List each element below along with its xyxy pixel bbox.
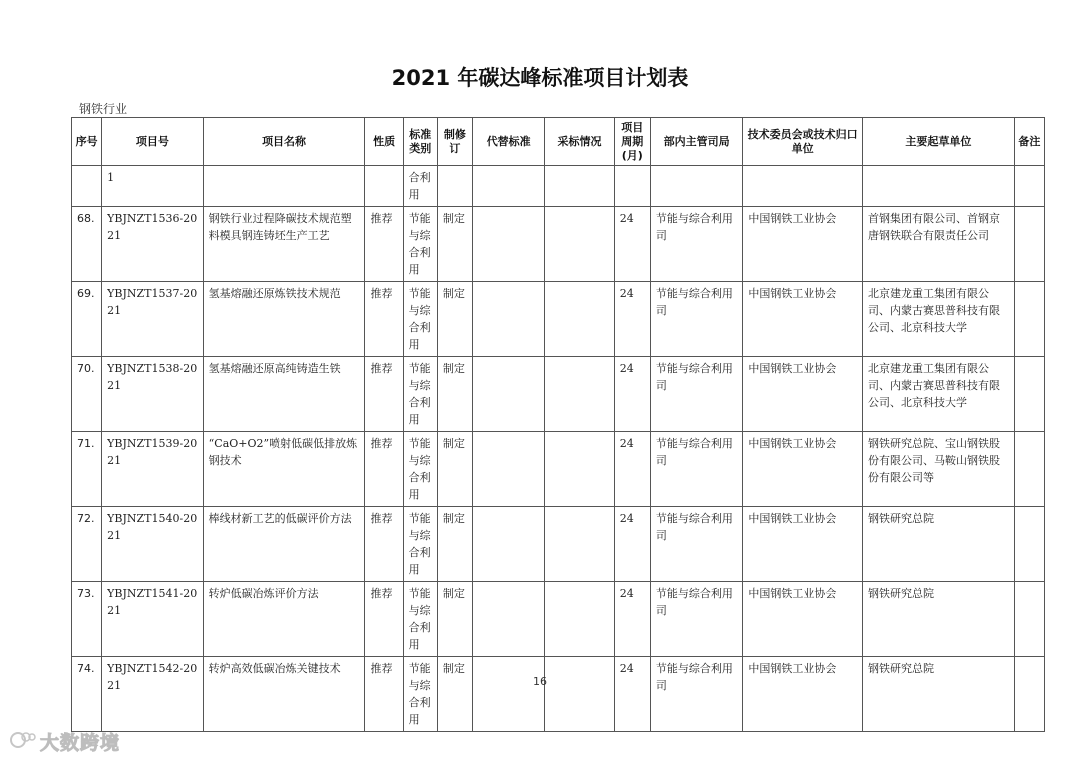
cell-remarks (1014, 357, 1044, 432)
cell-committee: 中国钢铁工业协会 (743, 507, 863, 582)
cell-drafters: 钢铁研究总院 (862, 582, 1014, 657)
cell-adoption (545, 282, 614, 357)
cell-replaces (473, 282, 545, 357)
cell-std-category: 节能与综合利用 (403, 282, 437, 357)
cell-period: 24 (614, 282, 650, 357)
cell-drafters: 钢铁研究总院、宝山钢铁股份有限公司、马鞍山钢铁股份有限公司等 (862, 432, 1014, 507)
standards-table (71, 117, 1045, 732)
watermark-logo-icon (10, 729, 36, 755)
sector-label: 钢铁行业 (79, 102, 128, 116)
cell-project-name: 氢基熔融还原炼铁技术规范 (203, 282, 365, 357)
watermark-text: 大数跨境 (40, 732, 121, 754)
cell-drafters: 首钢集团有限公司、首钢京唐钢铁联合有限责任公司 (862, 207, 1014, 282)
cell-ministry: 节能与综合利用司 (650, 282, 742, 357)
page-title: 2021 年碳达峰标准项目计划表 (391, 66, 689, 90)
cell-project-name: 转炉低碳冶炼评价方法 (203, 582, 365, 657)
cell-remarks (1014, 282, 1044, 357)
cell-project-no: YBJNZT1536-2021 (102, 207, 204, 282)
cell-std-category: 节能与综合利用 (403, 432, 437, 507)
cell-nature: 推荐 (365, 207, 403, 282)
cell-committee: 中国钢铁工业协会 (743, 282, 863, 357)
cell-revision: 制定 (437, 357, 472, 432)
cell-ministry: 节能与综合利用司 (650, 207, 742, 282)
cell-seq: 71. (72, 432, 102, 507)
header-period: 项目周期(月) (614, 118, 650, 166)
cell-remarks (1014, 207, 1044, 282)
cell-std-category: 节能与综合利用 (403, 357, 437, 432)
cell-revision: 制定 (437, 507, 472, 582)
header-nature: 性质 (365, 118, 403, 166)
cell-committee: 中国钢铁工业协会 (743, 582, 863, 657)
cell-seq: 73. (72, 582, 102, 657)
cell-drafters: 北京建龙重工集团有限公司、内蒙古赛思普科技有限公司、北京科技大学 (862, 357, 1014, 432)
cell-adoption (545, 657, 614, 732)
cell-nature: 推荐 (365, 657, 403, 732)
table-row (72, 507, 1045, 582)
header-std-category: 标准类别 (403, 118, 437, 166)
cell-adoption (545, 507, 614, 582)
cell-ministry: 节能与综合利用司 (650, 432, 742, 507)
cell-period: 24 (614, 207, 650, 282)
cell-remarks (1014, 657, 1044, 732)
watermark (10, 728, 120, 755)
header-committee: 技术委员会或技术归口单位 (743, 118, 863, 166)
header-seq: 序号 (72, 118, 102, 166)
header-project-no: 项目号 (102, 118, 204, 166)
header-project-name: 项目名称 (203, 118, 365, 166)
cell-period: 24 (614, 432, 650, 507)
cell-project-name: 棒线材新工艺的低碳评价方法 (203, 507, 365, 582)
cell-replaces (473, 657, 545, 732)
cell-std-category: 节能与综合利用 (403, 582, 437, 657)
table-row (72, 657, 1045, 732)
cell-revision: 制定 (437, 432, 472, 507)
cell-replaces (473, 432, 545, 507)
cell-period: 24 (614, 357, 650, 432)
cell-period: 24 (614, 657, 650, 732)
cell-std-category: 节能与综合利用 (403, 507, 437, 582)
cell-std-category: 合利用 (403, 166, 437, 207)
cell-project-no: YBJNZT1541-2021 (102, 582, 204, 657)
cell-ministry: 节能与综合利用司 (650, 657, 742, 732)
cell-project-name: “CaO+O2”喷射低碳低排放炼钢技术 (203, 432, 365, 507)
header-revision: 制修订 (437, 118, 472, 166)
cell-ministry: 节能与综合利用司 (650, 582, 742, 657)
cell-nature: 推荐 (365, 507, 403, 582)
cell-nature: 推荐 (365, 582, 403, 657)
table-row (72, 582, 1045, 657)
cell-nature: 推荐 (365, 282, 403, 357)
cell-adoption (545, 432, 614, 507)
continuation-row (72, 166, 1045, 207)
cell-drafters: 钢铁研究总院 (862, 657, 1014, 732)
cell-std-category: 节能与综合利用 (403, 207, 437, 282)
cell-revision: 制定 (437, 582, 472, 657)
cell-ministry: 节能与综合利用司 (650, 507, 742, 582)
header-ministry: 部内主管司局 (650, 118, 742, 166)
cell-adoption (545, 582, 614, 657)
cell-seq: 74. (72, 657, 102, 732)
table-row (72, 282, 1045, 357)
table-row (72, 207, 1045, 282)
cell-committee: 中国钢铁工业协会 (743, 207, 863, 282)
header-adoption: 采标情况 (545, 118, 614, 166)
cell-std-category: 节能与综合利用 (403, 657, 437, 732)
cell-period: 24 (614, 582, 650, 657)
cell-project-name: 钢铁行业过程降碳技术规范塑料模具钢连铸坯生产工艺 (203, 207, 365, 282)
cell-seq: 68. (72, 207, 102, 282)
cell-project-no: YBJNZT1538-2021 (102, 357, 204, 432)
cell-adoption (545, 207, 614, 282)
cell-drafters: 钢铁研究总院 (862, 507, 1014, 582)
cell-revision: 制定 (437, 657, 472, 732)
cell-drafters: 北京建龙重工集团有限公司、内蒙古赛思普科技有限公司、北京科技大学 (862, 282, 1014, 357)
cell-replaces (473, 507, 545, 582)
cell-remarks (1014, 507, 1044, 582)
cell-ministry: 节能与综合利用司 (650, 357, 742, 432)
cell-revision: 制定 (437, 282, 472, 357)
cell-seq: 72. (72, 507, 102, 582)
cell-nature: 推荐 (365, 432, 403, 507)
cell-project-no: YBJNZT1539-2021 (102, 432, 204, 507)
cell-project-no: 1 (102, 166, 204, 207)
cell-remarks (1014, 432, 1044, 507)
cell-committee: 中国钢铁工业协会 (743, 657, 863, 732)
cell-nature: 推荐 (365, 357, 403, 432)
cell-adoption (545, 357, 614, 432)
table-row (72, 432, 1045, 507)
page-number: 16 (533, 675, 547, 688)
table-row (72, 357, 1045, 432)
cell-period: 24 (614, 507, 650, 582)
header-drafters: 主要起草单位 (862, 118, 1014, 166)
cell-seq: 69. (72, 282, 102, 357)
cell-project-name: 转炉高效低碳冶炼关键技术 (203, 657, 365, 732)
header-remarks: 备注 (1014, 118, 1044, 166)
cell-project-no: YBJNZT1540-2021 (102, 507, 204, 582)
cell-project-no: YBJNZT1537-2021 (102, 282, 204, 357)
cell-replaces (473, 207, 545, 282)
header-replaces: 代替标准 (473, 118, 545, 166)
cell-seq: 70. (72, 357, 102, 432)
cell-replaces (473, 357, 545, 432)
table-header-row (72, 118, 1045, 166)
cell-project-no: YBJNZT1542-2021 (102, 657, 204, 732)
cell-committee: 中国钢铁工业协会 (743, 357, 863, 432)
cell-committee: 中国钢铁工业协会 (743, 432, 863, 507)
cell-project-name: 氢基熔融还原高纯铸造生铁 (203, 357, 365, 432)
cell-remarks (1014, 582, 1044, 657)
cell-replaces (473, 582, 545, 657)
cell-revision: 制定 (437, 207, 472, 282)
